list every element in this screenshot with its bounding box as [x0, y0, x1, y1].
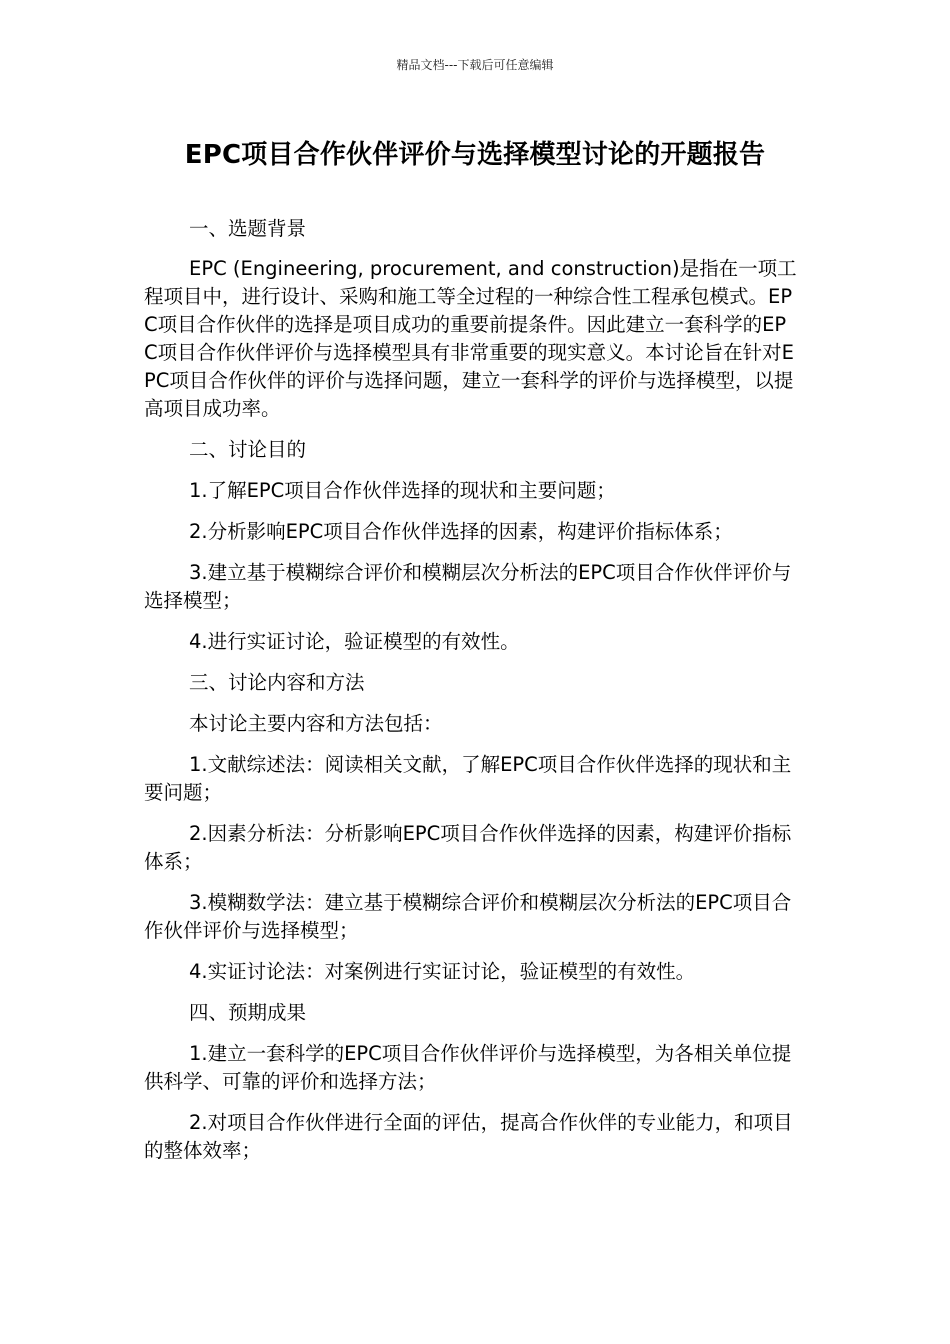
methods-item-3: 3.模糊数学法：建立基于模糊综合评价和模糊层次分析法的EPC项目合作伙伴评价与选择模型；: [144, 891, 792, 942]
methods-item-4: 4.实证讨论法：对案例进行实证讨论，验证模型的有效性。: [189, 960, 696, 983]
outcomes-item-1: 1.建立一套科学的EPC项目合作伙伴评价与选择模型，为各相关单位提供科学、可靠的评价和选择方法；: [144, 1042, 792, 1093]
background-paragraph: EPC (Engineering, procurement, and construction)是指在一项工程项目中，进行设计、采购和施工等全过程的一种综合性工程承包模式。EPC项目合作伙伴的选择是项目成功的重要前提条件。因此建立一套科学的EPC项目合作伙伴评价与选择模型具有非常重要的现实意义。本讨论旨在针对EPC项目合作伙伴的评价与选择问题，建立一套科学的评价与选择模型，以提高项目成功率。: [144, 257, 797, 420]
section-heading-methods: 三、讨论内容和方法: [189, 671, 365, 694]
methods-intro: 本讨论主要内容和方法包括：: [189, 712, 443, 735]
section-heading-purpose: 二、讨论目的: [189, 438, 307, 461]
outcomes-item-2: 2.对项目合作伙伴进行全面的评估，提高合作伙伴的专业能力，和项目的整体效率；: [144, 1111, 793, 1162]
document-body: [144, 215, 798, 1178]
purpose-item-3: 3.建立基于模糊综合评价和模糊层次分析法的EPC项目合作伙伴评价与选择模型；: [144, 561, 792, 612]
page-header-watermark: 精品文档---下载后可任意编辑: [396, 58, 554, 72]
section-heading-outcomes: 四、预期成果: [189, 1001, 307, 1024]
purpose-item-1: 1.了解EPC项目合作伙伴选择的现状和主要问题；: [189, 479, 616, 502]
purpose-item-2: 2.分析影响EPC项目合作伙伴选择的因素，构建评价指标体系；: [189, 520, 733, 543]
section-heading-background: 一、选题背景: [189, 217, 307, 240]
purpose-item-4: 4.进行实证讨论，验证模型的有效性。: [189, 630, 520, 653]
document-title: EPC项目合作伙伴评价与选择模型讨论的开题报告: [184, 140, 766, 170]
methods-item-2: 2.因素分析法：分析影响EPC项目合作伙伴选择的因素，构建评价指标体系；: [144, 822, 792, 873]
methods-item-1: 1.文献综述法：阅读相关文献，了解EPC项目合作伙伴选择的现状和主要问题；: [144, 753, 792, 804]
